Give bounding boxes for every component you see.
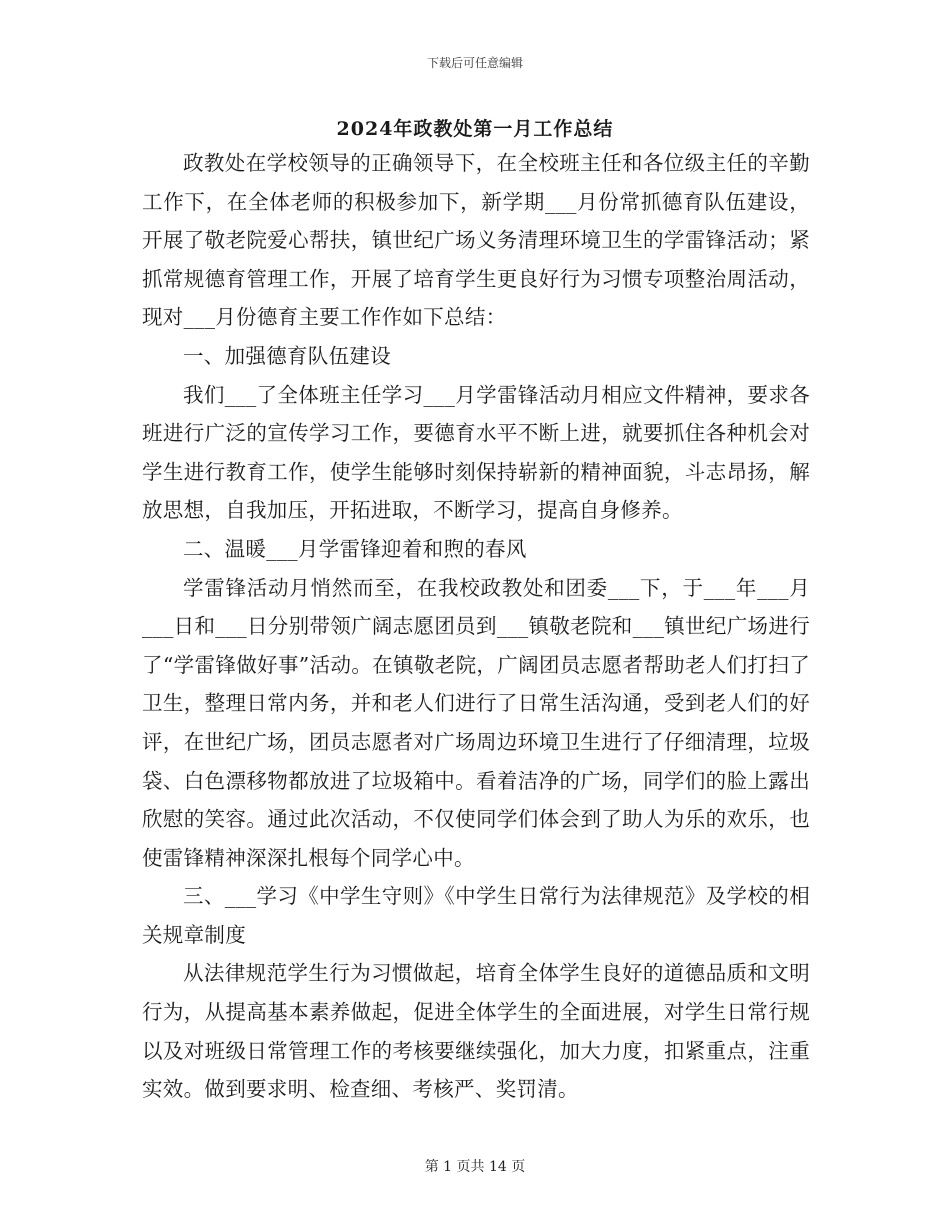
section-paragraph-3: 从法律规范学生行为习惯做起，培育全体学生良好的道德品质和文明行为，从提高基本素养做起，促进全体学生的全面进展，对学生日常行规以及对班级日常管理工作的考核要继续强化，加大力度，扣紧重点，注重实效。做到要求明、检查细、考核严、奖罚清。 (142, 961, 810, 1102)
section-heading-1: 一、加强德育队伍建设 (183, 343, 391, 368)
document-title: 2024年政教处第一月工作总结 (336, 118, 614, 140)
section-paragraph-1: 我们___了全体班主任学习___月学雷锋活动月相应文件精神，要求各班进行广泛的宣传学习工作，要德育水平不断上进，就要抓住各种机会对学生进行教育工作，使学生能够时刻保持崭新的精神面貌，斗志昂扬，解放思想，自我加压，开拓进取，不断学习，提高自身修养。 (142, 382, 810, 523)
page-header: 下载后可任意编辑 (426, 56, 523, 70)
page-number: 第 1 页共 14 页 (424, 1159, 526, 1175)
section-paragraph-2: 学雷锋活动月悄然而至，在我校政教处和团委___下，于___年___月___日和___日分别带领广阔志愿团员到___镇敬老院和___镇世纪广场进行了“学雷锋做好事”活动。在镇敬老院，广阔团员志愿者帮助老人们打扫了卫生，整理日常内务，并和老人们进行了日常生活沟通，受到老人们的好评，在世纪广场，团员志愿者对广场周边环境卫生进行了仔细清理，垃圾袋、白色漂移物都放进了垃圾箱中。看着洁净的广场，同学们的脸上露出欣慰的笑容。通过此次活动，不仅使同学们体会到了助人为乐的欢乐，也使雷锋精神深深扎根每个同学心中。 (142, 575, 810, 870)
section-heading-3: 三、___学习《中学生守则》《中学生日常行为法律规范》及学校的相关规章制度 (142, 884, 810, 947)
intro-paragraph: 政教处在学校领导的正确领导下，在全校班主任和各位级主任的辛勤工作下，在全体老师的积极参加下，新学期___月份常抓德育队伍建设，开展了敬老院爱心帮扶，镇世纪广场义务清理环境卫生的学雷锋活动；紧抓常规德育管理工作，开展了培育学生更良好行为习惯专项整治周活动，现对___月份德育主要工作作如下总结： (142, 151, 810, 330)
document-body (142, 144, 810, 1109)
section-heading-2: 二、温暖___月学雷锋迎着和煦的春风 (183, 536, 527, 561)
